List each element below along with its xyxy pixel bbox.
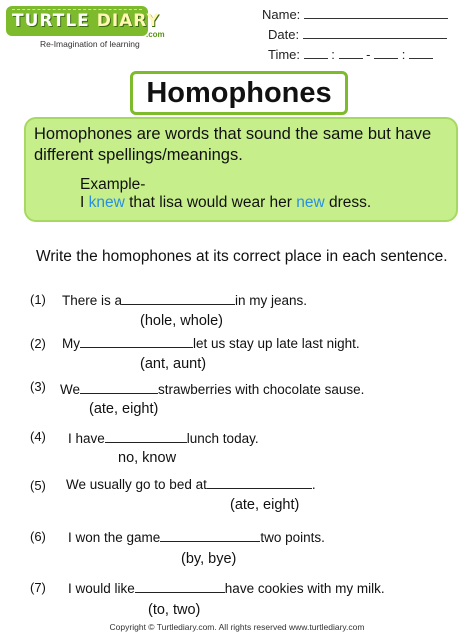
time-label: Time:	[268, 47, 301, 62]
name-label: Name:	[262, 7, 301, 22]
sentence-after: lunch today.	[186, 431, 259, 446]
example-part1: I	[80, 194, 89, 211]
sentence-after: .	[311, 477, 316, 492]
time-sep-3: :	[401, 47, 406, 62]
time-line-1[interactable]	[304, 46, 328, 59]
time-sep-2: -	[366, 47, 371, 62]
word-options: (ate, eight)	[89, 401, 159, 417]
copyright-footer: Copyright © Turtlediary.com. All rights reserved www.turtlediary.com	[109, 622, 365, 632]
logo-tagline: Re-Imagination of learning	[40, 39, 140, 49]
question-number: (2)	[30, 336, 46, 351]
word-options: (by, bye)	[181, 551, 237, 567]
time-sep-1: :	[331, 47, 335, 62]
sentence-before: My	[62, 336, 80, 351]
question-sentence	[66, 476, 316, 492]
time-line-3[interactable]	[374, 46, 398, 59]
date-label: Date:	[268, 27, 300, 42]
example-sentence	[80, 194, 371, 212]
time-field	[268, 46, 433, 62]
sentence-before: There is a	[62, 293, 123, 308]
answer-blank[interactable]	[80, 335, 193, 348]
example-label: Example-	[80, 176, 146, 193]
page-title: Homophones	[146, 77, 332, 109]
sentence-before: I won the game	[68, 530, 161, 545]
instruction-text: Write the homophones at its correct place in each sentence.	[36, 248, 448, 265]
sentence-after: let us stay up late last night.	[193, 336, 360, 351]
answer-blank[interactable]	[160, 529, 260, 542]
answer-blank[interactable]	[80, 381, 158, 394]
time-line-2[interactable]	[339, 46, 363, 59]
question-number: (3)	[30, 379, 46, 394]
question-number: (5)	[30, 478, 46, 493]
question-number: (7)	[30, 580, 46, 595]
sentence-after: two points.	[260, 530, 325, 545]
word-options: (ate, eight)	[230, 497, 300, 513]
sentence-after: in my jeans.	[235, 293, 308, 308]
question-sentence	[68, 529, 325, 545]
title-box	[130, 71, 348, 115]
question-sentence	[68, 430, 259, 446]
answer-blank[interactable]	[105, 430, 187, 443]
answer-blank[interactable]	[207, 476, 312, 489]
sentence-after: have cookies with my milk.	[224, 581, 385, 596]
question-number: (1)	[30, 292, 46, 307]
time-line-4[interactable]	[409, 46, 433, 59]
example-word-new: new	[296, 194, 325, 211]
example-part3: dress.	[324, 194, 372, 211]
date-field	[268, 26, 447, 42]
name-line[interactable]	[304, 6, 448, 19]
sentence-before: I have	[68, 431, 105, 446]
date-line[interactable]	[303, 26, 447, 39]
logo-text	[12, 11, 160, 31]
question-sentence	[62, 292, 307, 308]
answer-blank[interactable]	[135, 580, 225, 593]
sentence-before: We	[60, 382, 81, 397]
example-part2: that lisa would wear her	[124, 194, 297, 211]
question-number: (4)	[30, 429, 46, 444]
word-options: (hole, whole)	[140, 313, 224, 329]
question-sentence	[62, 335, 360, 351]
sentence-before: We usually go to bed at	[66, 477, 207, 492]
word-options: no, know	[118, 450, 177, 466]
word-options: (ant, aunt)	[140, 356, 207, 372]
question-sentence	[60, 381, 364, 397]
question-number: (6)	[30, 529, 46, 544]
logo-name: TURTLE	[12, 11, 90, 31]
definition-text: Homophones are words that sound the same but have different spellings/meanings.	[34, 125, 432, 164]
answer-blank[interactable]	[122, 292, 235, 305]
logo-name2: DIARY	[96, 11, 160, 31]
turtle-diary-logo	[6, 6, 165, 54]
question-sentence	[68, 580, 385, 596]
word-options: (to, two)	[148, 602, 201, 618]
logo-dotcom: .com	[146, 30, 165, 39]
sentence-before: I would like	[68, 581, 135, 596]
name-field	[262, 6, 448, 22]
sentence-after: strawberries with chocolate sause.	[158, 382, 365, 397]
example-word-knew: knew	[88, 194, 125, 211]
